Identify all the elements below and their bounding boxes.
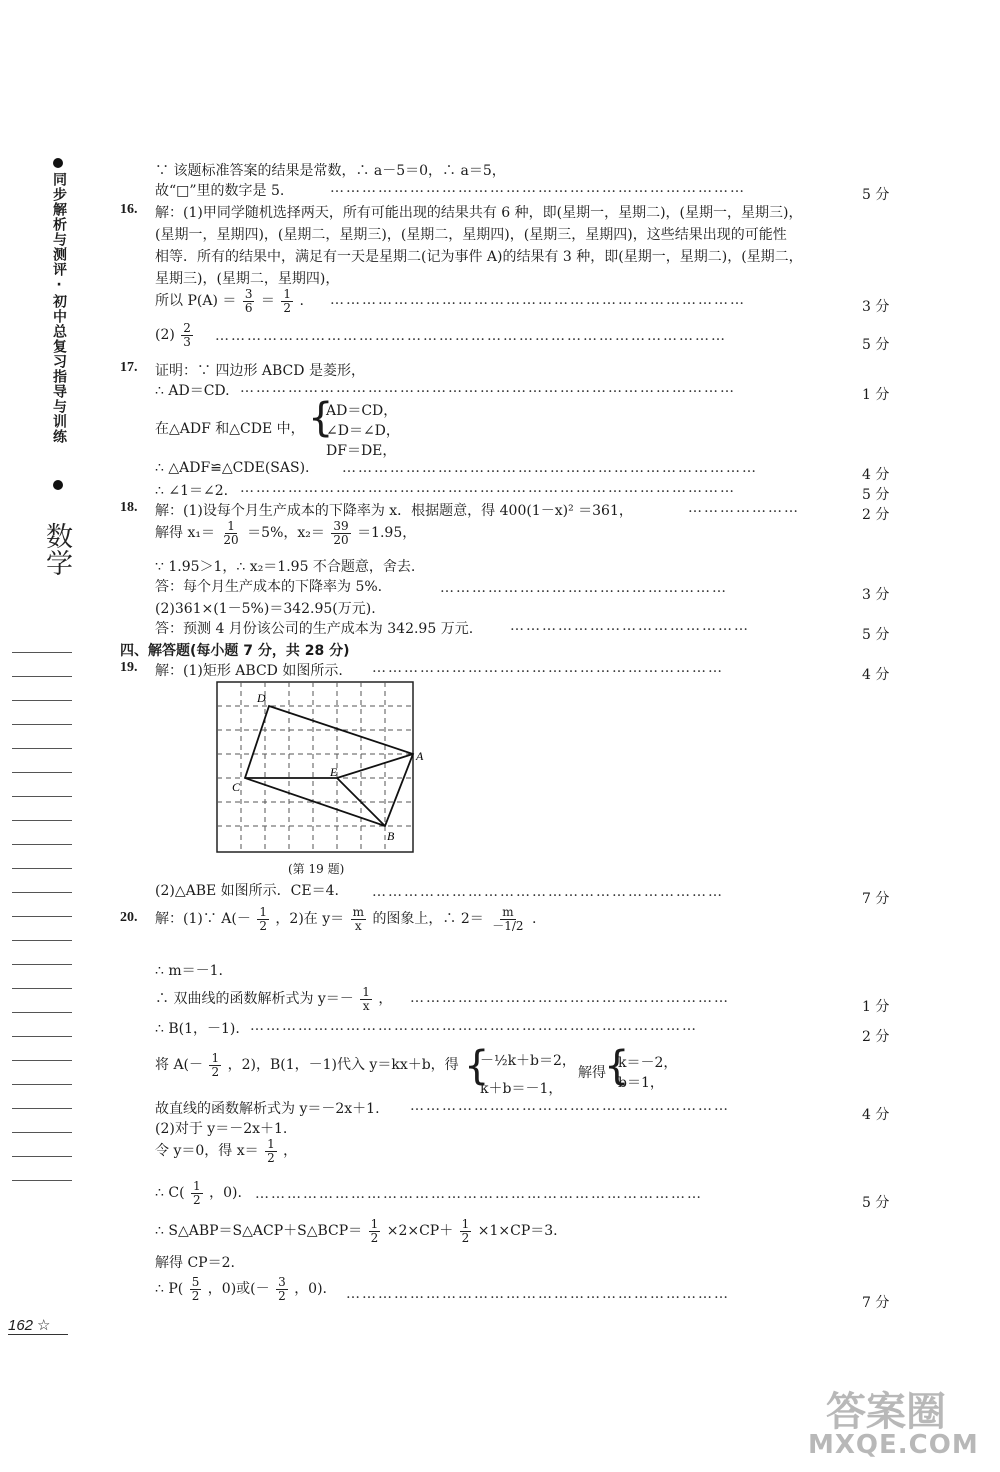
leader-dots: …………………………………………………………………………………… xyxy=(215,328,727,344)
fraction: $\frac{m}{x}$ xyxy=(352,905,364,933)
q20-line-2: ∴ m＝－1. xyxy=(155,963,223,979)
score-label: 3 分 xyxy=(862,587,890,603)
leader-dots: ……………………………………………… xyxy=(440,580,728,596)
leader-dots: ……………………………………………………………… xyxy=(346,1286,730,1302)
q20-line-8: 令 y＝0，得 x＝ $\frac{1}{2}$ ， xyxy=(155,1137,298,1165)
score-label: 4 分 xyxy=(862,1107,890,1123)
q20-line-10: ∴ S△ABP＝S△ACP＋S△BCP＝ $\frac{1}{2}$ ×2×CP＋ $\frac{1}{2}$ ×1×CP＝3. xyxy=(155,1217,558,1245)
leader-dots: ………………………………………………………………………………… xyxy=(240,480,736,496)
leader-dots: …………………………………………………………………… xyxy=(342,460,758,476)
score-label: 7 分 xyxy=(862,1295,890,1311)
fraction: $\frac{1}{2}$ xyxy=(267,1137,275,1165)
q20-line-6: 故直线的函数解析式为 y＝－2x＋1. xyxy=(155,1101,380,1117)
figure-19 xyxy=(215,680,424,860)
leader-dots: …………………………………………………………………… xyxy=(330,292,746,308)
sidebar-dot-bottom xyxy=(53,480,63,490)
leader-dots: ………………………………………………………………………………… xyxy=(240,380,736,396)
fraction: $\frac{3}{2}$ xyxy=(278,1275,286,1303)
leader-dots: ………………………………………………………… xyxy=(372,660,724,676)
line-q15-1: ∵ 该题标准答案的结果是常数，∴ a－5＝0，∴ a＝5， xyxy=(155,163,506,179)
question-number-20: 20. xyxy=(120,910,138,925)
q17-line-1: 证明：∵ 四边形 ABCD 是菱形， xyxy=(155,363,365,379)
q16-line-5: 所以 P(A) ＝ $\frac{3}{6}$ ＝ $\frac{1}{2}$ . xyxy=(155,287,304,315)
watermark-logo: 答案圈 xyxy=(826,1389,946,1435)
fraction: $\frac{1}{2}$ xyxy=(259,905,267,933)
line-q15-2: 故“□”里的数字是 5. xyxy=(155,183,285,199)
fraction: $\frac{2}{3}$ xyxy=(183,321,191,349)
q17-brace-line-1: AD＝CD， xyxy=(326,403,398,419)
score-label: 3 分 xyxy=(862,299,890,315)
leader-dots: ………………… xyxy=(688,500,800,516)
leader-dots: …………………………………………………… xyxy=(410,1098,730,1114)
q16-line-1: 解：(1)甲同学随机选择两天，所有可能出现的结果共有 6 种，即(星期一，星期二)，(星期一，星期三)， xyxy=(155,205,803,221)
question-number-18: 18. xyxy=(120,500,138,515)
leader-dots: ………………………………………………………… xyxy=(372,884,724,900)
fraction: $\frac{1}{2}$ xyxy=(370,1217,379,1245)
leader-dots: ………………………………………………………………………… xyxy=(250,1018,698,1034)
fraction: $\frac{39}{20}$ xyxy=(333,519,349,547)
q19-line-2: (2)△ABE 如图所示．CE＝4. xyxy=(155,883,339,899)
system-brace: { xyxy=(604,1043,630,1089)
page-number: 162 ☆ xyxy=(8,1316,68,1335)
score-label: 4 分 xyxy=(862,667,890,683)
q19-line-1: 解：(1)矩形 ABCD 如图所示. xyxy=(155,663,343,679)
q20-line-12: ∴ P( $\frac{5}{2}$ ，0)或(－ $\frac{3}{2}$ ，0). xyxy=(155,1275,328,1303)
fraction: $\frac{m}{-1/2}$ xyxy=(492,905,524,933)
score-label: 5 分 xyxy=(862,627,890,643)
watermark-url: MXQE.COM xyxy=(808,1430,979,1460)
q16-prob-prefix: 所以 P(A) ＝ xyxy=(155,293,237,310)
q20-line-4: ∴ B(1，－1). xyxy=(155,1021,240,1037)
system-brace: { xyxy=(308,395,334,441)
score-label: 2 分 xyxy=(862,1029,890,1045)
score-label: 4 分 xyxy=(862,467,890,483)
q20-system-line-1: －½k＋b＝2， xyxy=(480,1053,576,1069)
score-label: 5 分 xyxy=(862,187,890,203)
question-number-19: 19. xyxy=(120,660,138,675)
q20-line-3: ∴ 双曲线的函数解析式为 y＝－ $\frac{1}{x}$ ， xyxy=(155,985,393,1013)
score-label: 1 分 xyxy=(862,999,890,1015)
star-icon: ☆ xyxy=(37,1317,51,1334)
q17-line-4: ∴ △ADF≌△CDE(SAS). xyxy=(155,460,310,476)
question-number-16: 16. xyxy=(120,202,138,217)
fraction: $\frac{1}{x}$ xyxy=(362,985,370,1013)
q16-line-3: 相等．所有的结果中，满足有一天是星期二(记为事件 A)的结果有 3 种，即(星期一，星期二)，(星期二， xyxy=(155,249,803,265)
question-number-17: 17. xyxy=(120,360,138,375)
q17-line-3: 在△ADF 和△CDE 中， xyxy=(155,421,305,437)
leader-dots: …………………………………………………………………… xyxy=(330,180,746,196)
q20-solution-line-1: k＝－2， xyxy=(618,1055,678,1071)
score-label: 1 分 xyxy=(862,387,890,403)
q17-line-2: ∴ AD＝CD. xyxy=(155,383,230,399)
q20-line-7: (2)对于 y＝－2x＋1. xyxy=(155,1121,288,1137)
q18-line-6: 答：预测 4 月份该公司的生产成本为 342.95 万元. xyxy=(155,621,474,637)
fraction: $\frac{1}{2}$ xyxy=(461,1217,470,1245)
sidebar-series-title: 同步解析与测评·初中总复习指导与训练 xyxy=(51,172,67,444)
sidebar-subject: 数学 xyxy=(41,522,72,576)
score-label: 5 分 xyxy=(862,487,890,503)
q20-line-5: 将 A(－ $\frac{1}{2}$ ，2)，B(1，－1)代入 y＝kx＋b，得 xyxy=(155,1051,459,1079)
q18-line-3: ∵ 1.95＞1，∴ x₂＝1.95 不合题意，舍去. xyxy=(155,559,416,575)
leader-dots: …………………………………………………… xyxy=(410,990,730,1006)
score-label: 5 分 xyxy=(862,337,890,353)
leader-dots: ……………………………………… xyxy=(510,618,750,634)
q17-brace-line-2: ∠D＝∠D， xyxy=(326,423,400,439)
vertex-D: D xyxy=(257,691,266,705)
fraction: $\frac{1}{2}$ xyxy=(192,1179,201,1207)
q17-line-5: ∴ ∠1＝∠2. xyxy=(155,483,229,499)
q20-line-1: 解：(1)∵ A(－ $\frac{1}{2}$ ，2)在 y＝ $\frac{m}{x}$ 的图象上，∴ 2＝ $\frac{m}{-1/2}$ . xyxy=(155,905,537,933)
vertex-E: E xyxy=(330,765,338,779)
q18-line-4: 答：每个月生产成本的下降率为 5%. xyxy=(155,579,383,595)
system-brace: { xyxy=(464,1043,490,1089)
q18-line-2: 解得 x₁＝ $\frac{1}{20}$ ＝5%，x₂＝ $\frac{39}{20}$ ＝1.95， xyxy=(155,519,417,547)
section-heading: 四、解答题(每小题 7 分，共 28 分) xyxy=(120,643,350,659)
fraction: $\frac{1}{2}$ xyxy=(283,287,291,315)
q18-line-1: 解：(1)设每个月生产成本的下降率为 x．根据题意，得 400(1－x)² ＝361， xyxy=(155,503,633,519)
vertex-C: C xyxy=(232,780,241,794)
leader-dots: ………………………………………………………………………… xyxy=(255,1186,703,1202)
q20-line-9: ∴ C( $\frac{1}{2}$ ，0). xyxy=(155,1179,242,1207)
q20-solution-line-2: b＝1， xyxy=(618,1075,664,1091)
fraction: $\frac{3}{6}$ xyxy=(244,287,253,315)
vertex-B: B xyxy=(387,829,395,843)
q16-line-4: 星期三)，(星期二，星期四)， xyxy=(155,271,340,287)
score-label: 7 分 xyxy=(862,891,890,907)
figure-caption: (第 19 题) xyxy=(288,862,345,876)
fraction: $\frac{1}{2}$ xyxy=(211,1051,220,1079)
sidebar-dot-top xyxy=(53,158,63,168)
q20-system-line-2: k＋b＝－1， xyxy=(480,1081,563,1097)
q16-line-6: (2) $\frac{2}{3}$ xyxy=(155,321,191,349)
q16-line-2: (星期一，星期四)，(星期二，星期三)，(星期二，星期四)，(星期三，星期四)，这些结果出现的可能性 xyxy=(155,227,787,243)
score-label: 2 分 xyxy=(862,507,890,523)
q20-solve-label: 解得 xyxy=(578,1065,606,1081)
q20-line-11: 解得 CP＝2. xyxy=(155,1255,235,1271)
q17-brace-line-3: DF＝DE， xyxy=(326,443,397,459)
fraction: $\frac{1}{20}$ xyxy=(223,519,239,547)
score-label: 5 分 xyxy=(862,1195,890,1211)
fraction: $\frac{5}{2}$ xyxy=(191,1275,200,1303)
vertex-A: A xyxy=(416,749,424,763)
q18-line-5: (2)361×(1－5%)＝342.95(万元). xyxy=(155,601,376,617)
